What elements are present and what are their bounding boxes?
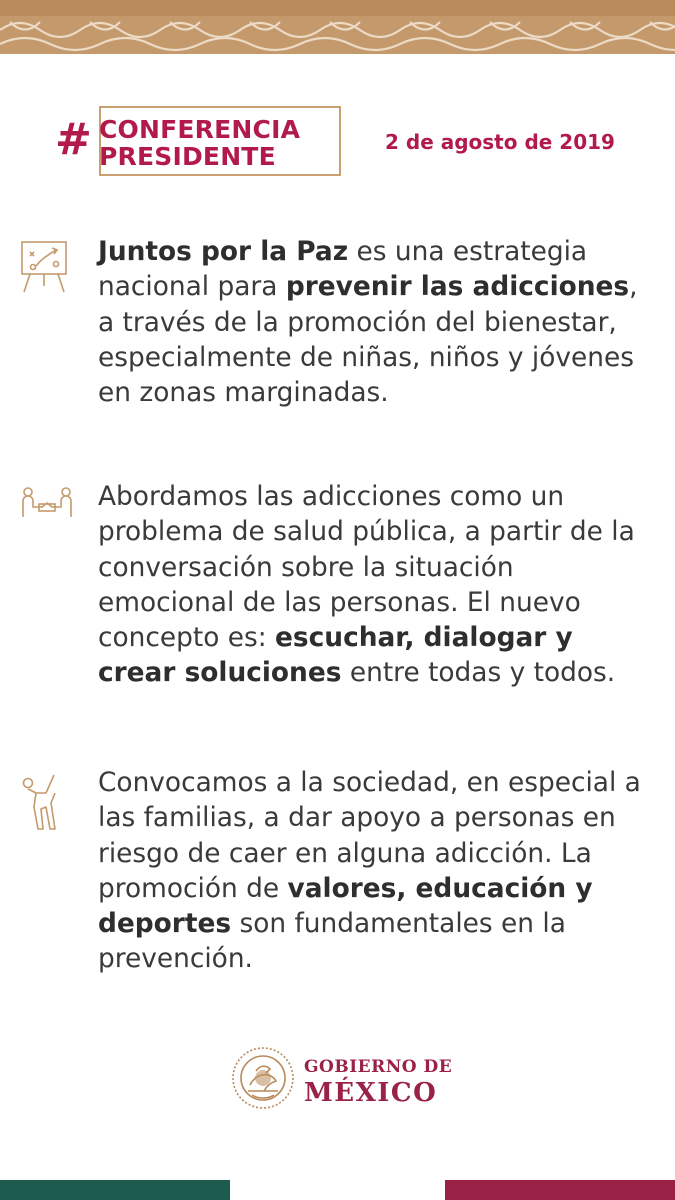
paragraph-1 bbox=[98, 234, 658, 410]
conference-badge bbox=[99, 116, 300, 170]
gov-line1: GOBIERNO DE bbox=[304, 1057, 453, 1077]
highlight-prevenir-adicciones: prevenir las adicciones bbox=[285, 271, 630, 303]
conference-line1: CONFERENCIA bbox=[99, 115, 301, 144]
paragraph-3-text-a: Convocamos a la sociedad, en especial a las familias, a dar apoyo a personas en riesgo de caer en alguna adicción. La promoción de bbox=[98, 767, 641, 904]
handshake-people-icon bbox=[20, 483, 70, 533]
decorative-top-banner bbox=[0, 0, 675, 54]
header bbox=[55, 106, 655, 182]
national-seal-icon bbox=[230, 1045, 296, 1115]
paragraph-3-text-b: son fundamentales en la prevención. bbox=[98, 908, 566, 975]
paragraph-2-text-b: entre todas y todos. bbox=[341, 657, 616, 689]
gov-line2: MÉXICO bbox=[304, 1078, 438, 1108]
highlight-juntos-por-la-paz: Juntos por la Paz bbox=[98, 236, 349, 267]
paragraph-2 bbox=[98, 479, 658, 691]
paragraph-1-text-b: , a través de la promoción del bienestar, especialmente de niñas, niños y jóvenes en zonas marginadas. bbox=[98, 271, 638, 409]
strategy-board-icon bbox=[20, 236, 70, 286]
paragraph-1-text-a: es una estrategia nacional para bbox=[98, 236, 588, 303]
gobierno-de-mexico-logo bbox=[230, 1045, 460, 1117]
footer-bar-wine bbox=[445, 1180, 675, 1200]
highlight-valores-educacion: valores, educación y deportes bbox=[98, 872, 593, 940]
highlight-escuchar-dialogar: escuchar, dialogar y crear soluciones bbox=[98, 622, 573, 689]
jumping-person-icon bbox=[20, 771, 70, 821]
paragraph-2-text-a: Abordamos las adicciones como un problema de salud pública, a partir de la conversación sobre la situación emocional de las personas. El nuevo concepto es: bbox=[98, 481, 635, 654]
gobierno-de-mexico-wordmark bbox=[304, 1057, 452, 1109]
hashtag-symbol: # bbox=[55, 114, 92, 165]
paragraph-3 bbox=[98, 765, 658, 977]
conference-line2: PRESIDENTE bbox=[99, 142, 276, 171]
conference-date: 2 de agosto de 2019 bbox=[385, 130, 615, 154]
footer-bar-green bbox=[0, 1180, 230, 1200]
ornament-pattern bbox=[0, 0, 675, 54]
